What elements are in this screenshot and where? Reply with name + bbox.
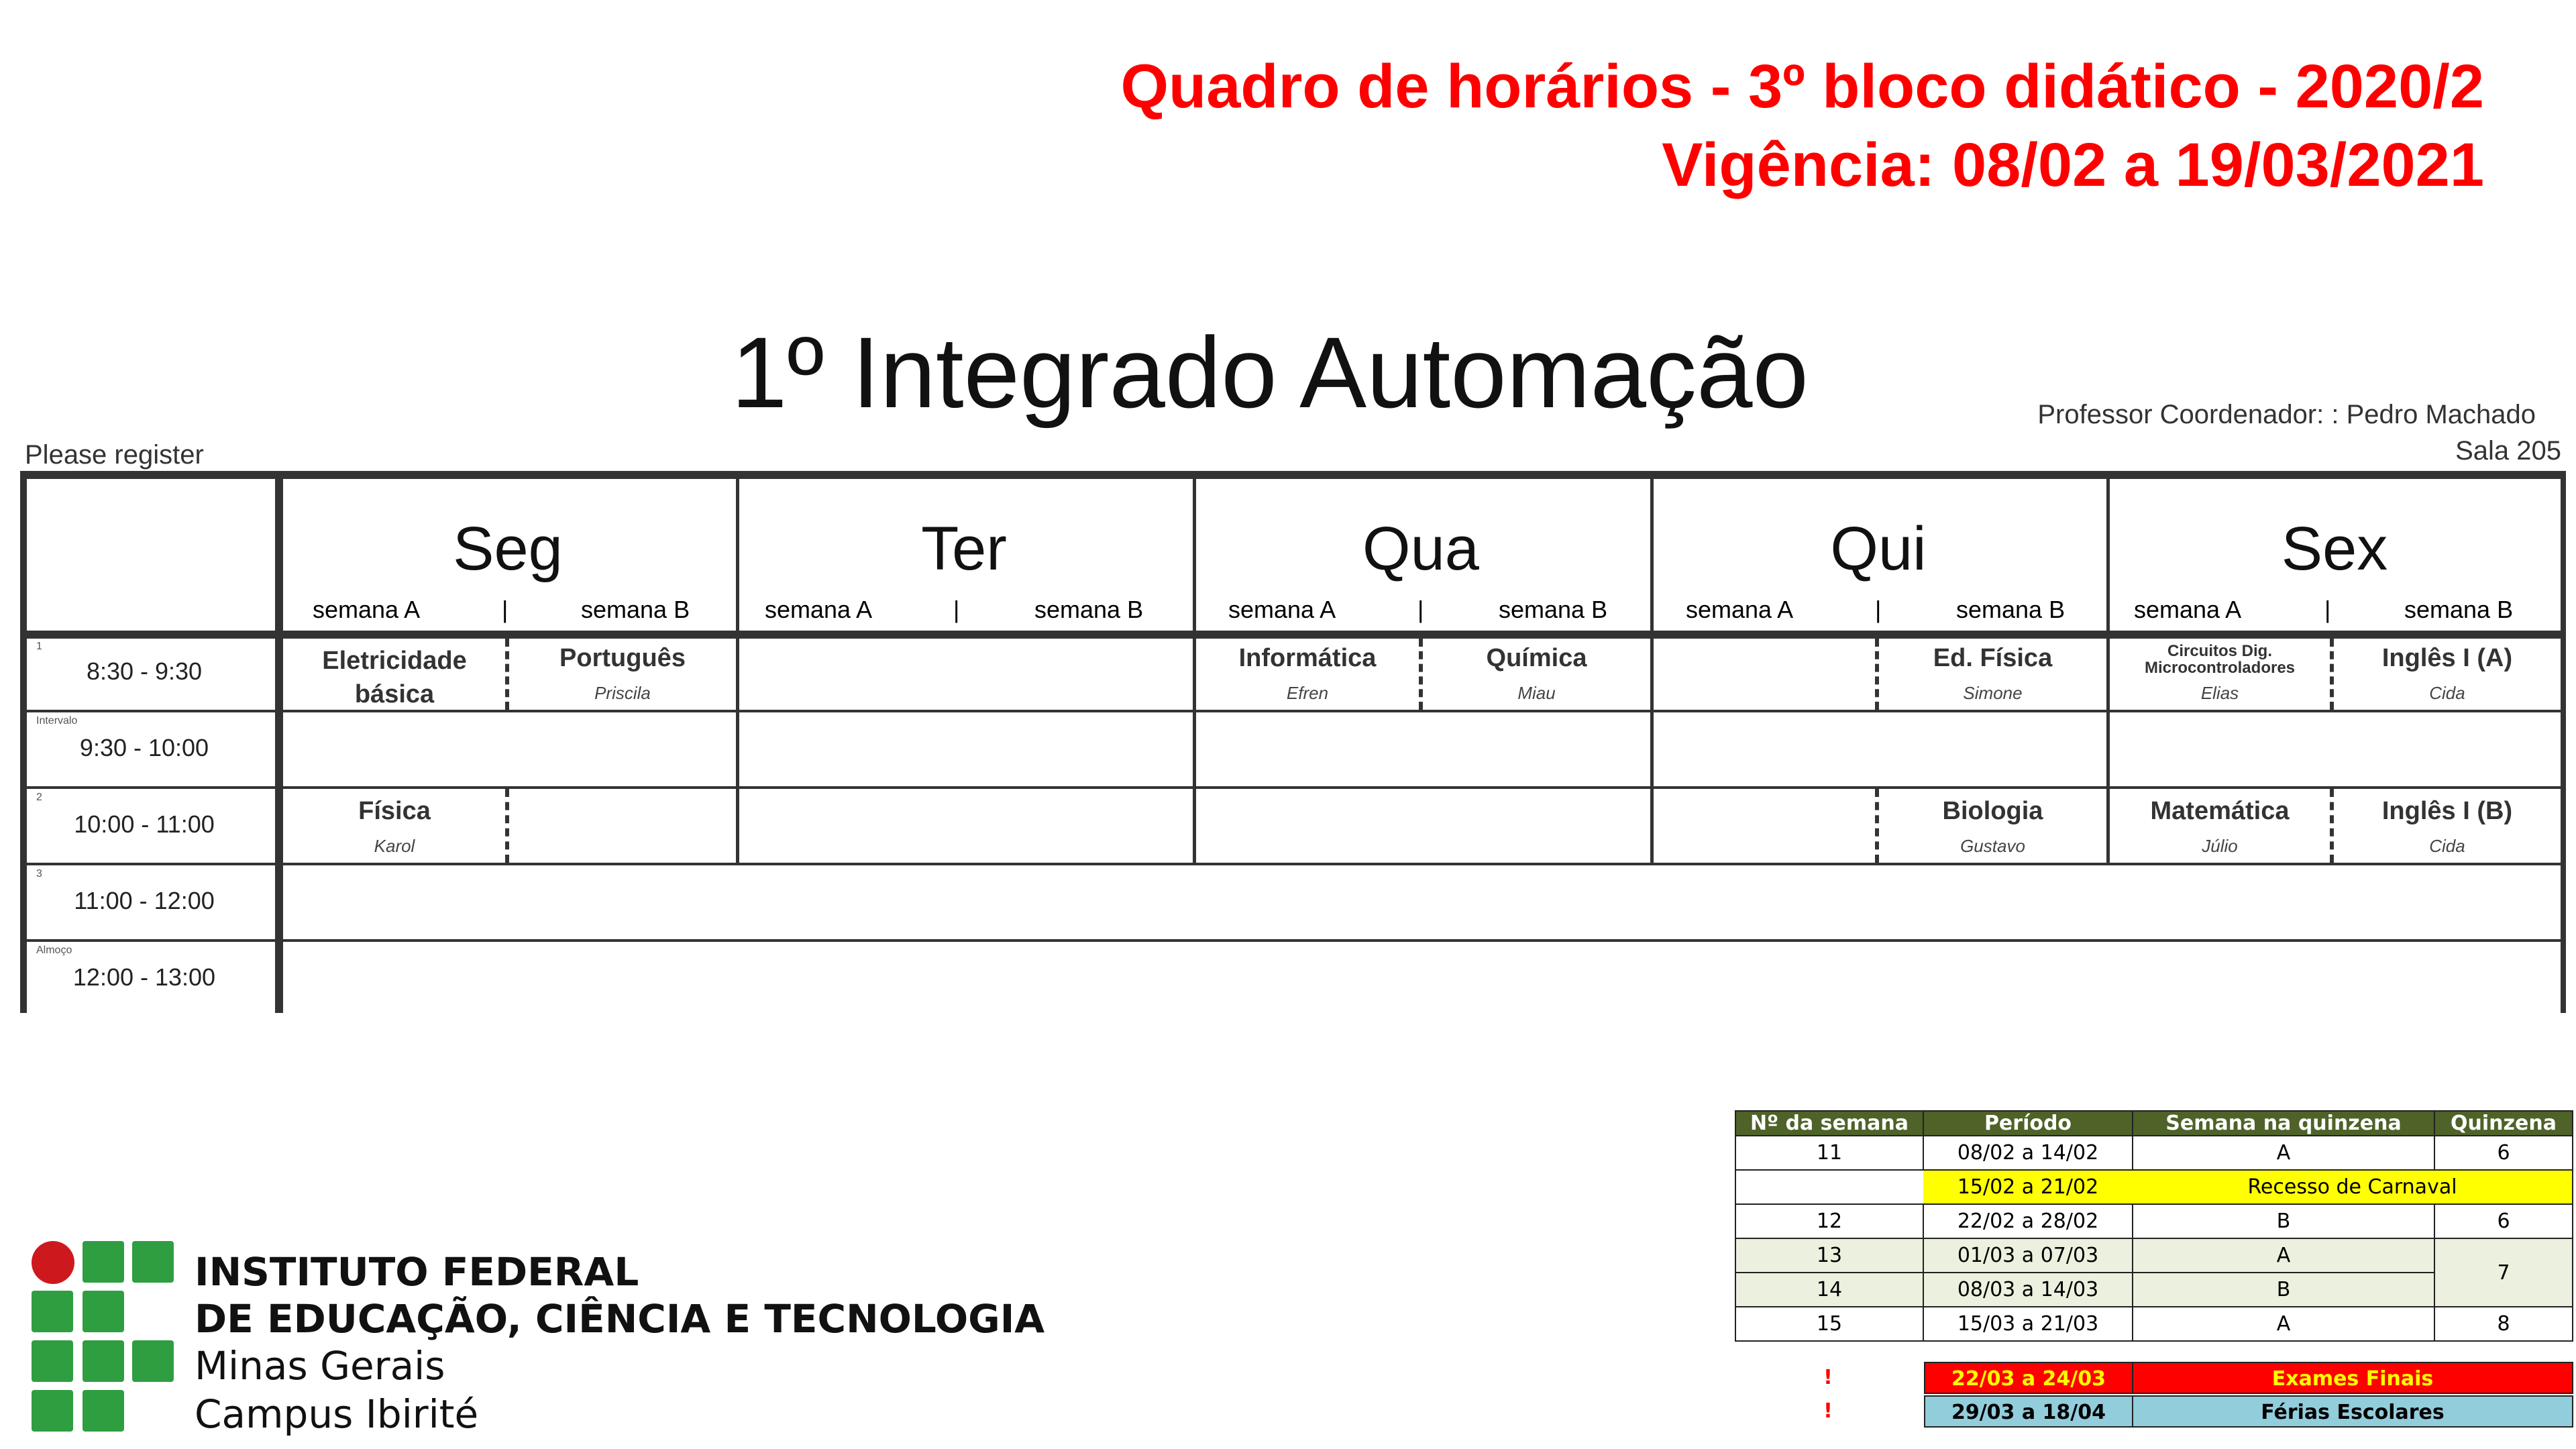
subject-eletricidade: Eletricidade básica bbox=[322, 647, 467, 708]
teacher-name: Miau bbox=[1517, 683, 1556, 703]
logo-square bbox=[83, 1340, 124, 1382]
slot-number: Intervalo bbox=[36, 715, 78, 727]
logo-square bbox=[32, 1390, 73, 1432]
logo-square bbox=[83, 1390, 124, 1432]
holidays-row bbox=[1735, 1395, 2573, 1428]
logo-square bbox=[132, 1241, 174, 1283]
column-header: Período bbox=[1923, 1111, 2133, 1136]
validity-heading: Vigência: 08/02 a 19/03/2021 bbox=[1662, 131, 2484, 199]
subject-circuitos bbox=[2110, 643, 2330, 676]
half-week: A bbox=[2133, 1136, 2434, 1170]
subject-fisica: Física bbox=[358, 797, 431, 825]
week-separator: | bbox=[2324, 596, 2331, 623]
teacher-name: Cida bbox=[2429, 683, 2465, 703]
subject-ed-fisica: Ed. Física bbox=[1933, 644, 2053, 672]
week-b-label: semana B bbox=[1034, 596, 1144, 623]
table-row bbox=[1735, 1307, 2573, 1341]
alert-mark: ! bbox=[1823, 1366, 1833, 1389]
week-number: 14 bbox=[1735, 1273, 1923, 1307]
period: 15/02 a 21/02 bbox=[1923, 1170, 2133, 1204]
calendar-table bbox=[1735, 1110, 2573, 1342]
teacher-name: Priscila bbox=[594, 683, 651, 703]
week-b-label: semana B bbox=[2404, 596, 2514, 623]
fortnight: 6 bbox=[2434, 1204, 2573, 1238]
room-label: Sala 205 bbox=[2455, 436, 2561, 466]
time-slot: 9:30 - 10:00 bbox=[79, 734, 209, 761]
column-header: Quinzena bbox=[2434, 1111, 2573, 1136]
logo-square bbox=[83, 1291, 124, 1332]
subject-matematica: Matemática bbox=[2150, 797, 2290, 825]
subject-line: Circuitos Dig. bbox=[2167, 642, 2272, 660]
week-separator: | bbox=[1417, 596, 1424, 623]
alert-mark: ! bbox=[1823, 1399, 1833, 1423]
teacher-name: Karol bbox=[374, 836, 415, 856]
row-divider bbox=[27, 863, 2563, 865]
day-header-qua: Qua bbox=[1362, 515, 1479, 583]
week-number bbox=[1735, 1170, 1923, 1204]
schedule-grid bbox=[20, 471, 2566, 1013]
grid-header-border bbox=[20, 631, 2566, 639]
carnival-row bbox=[1735, 1170, 2573, 1204]
half-week: B bbox=[2133, 1204, 2434, 1238]
slot-number: 3 bbox=[36, 868, 42, 879]
teacher-name: Cida bbox=[2429, 836, 2465, 856]
teacher-name: Gustavo bbox=[1960, 836, 2025, 856]
institution-campus: Campus Ibirité bbox=[195, 1391, 479, 1437]
week-a-label: semana A bbox=[1228, 596, 1336, 623]
class-title: 1º Integrado Automação bbox=[731, 316, 1809, 429]
time-slot: 12:00 - 13:00 bbox=[72, 963, 216, 991]
subject-informatica: Informática bbox=[1238, 644, 1377, 672]
time-slot: 8:30 - 9:30 bbox=[86, 657, 203, 685]
logo-square bbox=[132, 1340, 174, 1382]
logo-red-circle bbox=[32, 1241, 74, 1284]
day-header-sex: Sex bbox=[2281, 515, 2388, 583]
week-b-label: semana B bbox=[1499, 596, 1608, 623]
table-row bbox=[1735, 1136, 2573, 1170]
subject-ingles-b: Inglês I (B) bbox=[2381, 797, 2513, 825]
table-row bbox=[1735, 1238, 2573, 1273]
institution-name-line1: INSTITUTO FEDERAL bbox=[195, 1249, 639, 1295]
subject-quimica: Química bbox=[1486, 644, 1587, 672]
fortnight: 6 bbox=[2434, 1136, 2573, 1170]
half-week: B bbox=[2133, 1273, 2434, 1307]
day-header-ter: Ter bbox=[921, 515, 1007, 583]
week-separator: | bbox=[502, 596, 508, 623]
half-week: A bbox=[2133, 1307, 2434, 1341]
period: 01/03 a 07/03 bbox=[1923, 1238, 2133, 1273]
institution-name-line2: DE EDUCAÇÃO, CIÊNCIA E TECNOLOGIA bbox=[195, 1296, 1045, 1342]
time-slot: 10:00 - 11:00 bbox=[74, 810, 215, 838]
slot-number: Almoço bbox=[36, 945, 72, 956]
day-header-qui: Qui bbox=[1830, 515, 1927, 583]
logo-square bbox=[32, 1340, 73, 1382]
period: 15/03 a 21/03 bbox=[1923, 1307, 2133, 1341]
subject-ingles-a: Inglês I (A) bbox=[2381, 644, 2513, 672]
subject-biologia: Biologia bbox=[1942, 797, 2043, 825]
exams-period: 22/03 a 24/03 bbox=[1924, 1362, 2133, 1394]
week-a-label: semana A bbox=[1686, 596, 1794, 623]
please-register-note: Please register bbox=[25, 440, 204, 470]
holidays-period: 29/03 a 18/04 bbox=[1924, 1395, 2133, 1428]
institution-state: Minas Gerais bbox=[195, 1343, 445, 1389]
grid-top-border bbox=[20, 471, 2566, 479]
time-slot: 11:00 - 12:00 bbox=[74, 887, 215, 914]
column-header: Semana na quinzena bbox=[2133, 1111, 2434, 1136]
logo-square bbox=[83, 1241, 124, 1283]
grid-time-column-border bbox=[275, 471, 283, 1013]
period: 22/02 a 28/02 bbox=[1923, 1204, 2133, 1238]
recess-label: Recesso de Carnaval bbox=[2133, 1170, 2573, 1204]
coordinator-label: Professor Coordenador: : Pedro Machado bbox=[2037, 400, 2536, 429]
logo-square bbox=[32, 1291, 73, 1332]
exams-row bbox=[1735, 1362, 2573, 1394]
week-number: 15 bbox=[1735, 1307, 1923, 1341]
week-separator: | bbox=[1875, 596, 1882, 623]
teacher-name: Júlio bbox=[2202, 836, 2238, 856]
exams-label: Exames Finais bbox=[2132, 1362, 2573, 1394]
week-number: 11 bbox=[1735, 1136, 1923, 1170]
row-divider bbox=[27, 939, 2563, 942]
subject-line: Microcontroladores bbox=[2144, 659, 2296, 678]
week-a-label: semana A bbox=[2134, 596, 2242, 623]
week-number: 13 bbox=[1735, 1238, 1923, 1273]
fortnight: 8 bbox=[2434, 1307, 2573, 1341]
day-header-seg: Seg bbox=[453, 515, 563, 583]
schedule-heading: Quadro de horários - 3º bloco didático - 2020/2 bbox=[1120, 52, 2484, 121]
table-row bbox=[1735, 1204, 2573, 1238]
teacher-name: Simone bbox=[1963, 683, 2023, 703]
slot-number: 1 bbox=[36, 641, 42, 652]
grid-right-border bbox=[2561, 471, 2566, 1013]
week-a-label: semana A bbox=[765, 596, 873, 623]
teacher-name: Efren bbox=[1286, 683, 1329, 703]
holidays-label: Férias Escolares bbox=[2132, 1395, 2573, 1428]
week-a-label: semana A bbox=[313, 596, 421, 623]
teacher-name: Elias bbox=[2200, 683, 2239, 703]
week-b-label: semana B bbox=[581, 596, 690, 623]
column-header: Nº da semana bbox=[1735, 1111, 1923, 1136]
fortnight: 7 bbox=[2434, 1238, 2573, 1307]
row-divider bbox=[27, 786, 2563, 789]
if-logo bbox=[32, 1241, 176, 1429]
half-week: A bbox=[2133, 1238, 2434, 1273]
period: 08/03 a 14/03 bbox=[1923, 1273, 2133, 1307]
week-number: 12 bbox=[1735, 1204, 1923, 1238]
week-b-label: semana B bbox=[1956, 596, 2065, 623]
calendar-header-row bbox=[1735, 1111, 2573, 1136]
slot-number: 2 bbox=[36, 792, 42, 803]
subject-portugues: Português bbox=[559, 644, 686, 672]
week-separator: | bbox=[953, 596, 960, 623]
period: 08/02 a 14/02 bbox=[1923, 1136, 2133, 1170]
